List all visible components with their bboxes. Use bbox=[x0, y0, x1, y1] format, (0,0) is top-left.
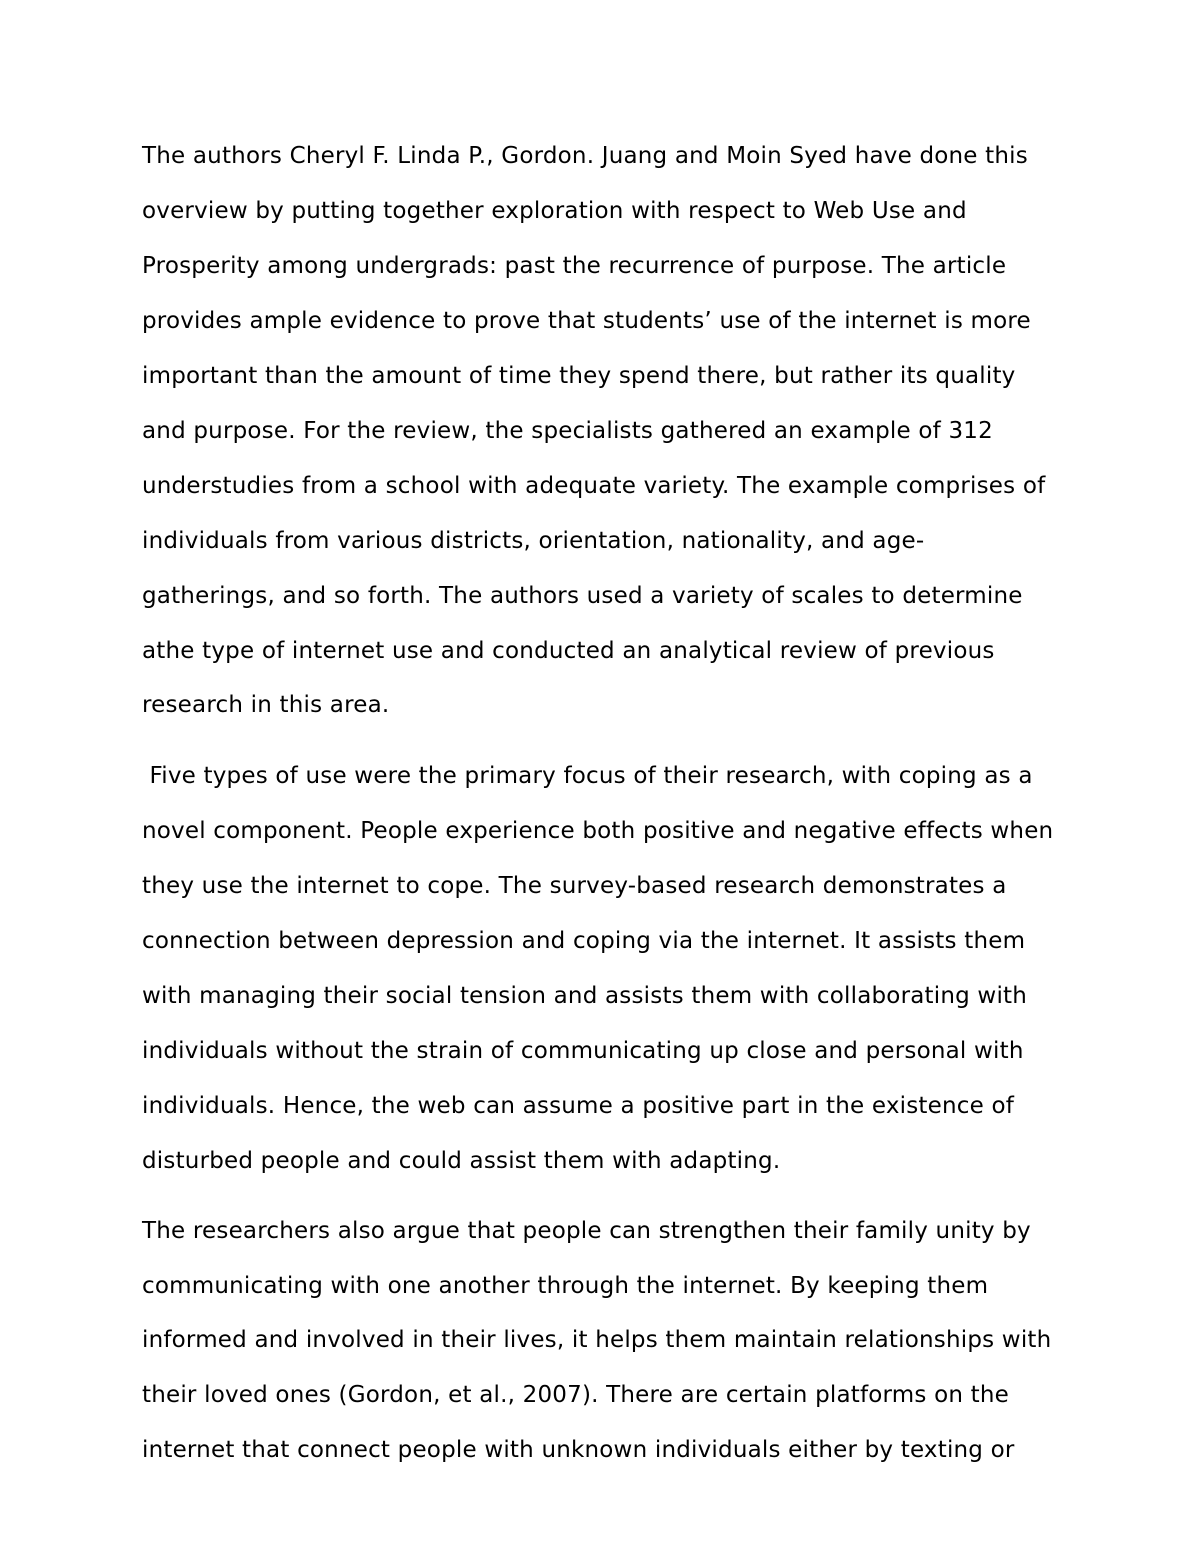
text-line: with managing their social tension and assists them with collaborating with bbox=[142, 983, 1028, 1009]
text-line: novel component. People experience both positive and negative effects when bbox=[142, 818, 1054, 844]
text-line: disturbed people and could assist them with adapting. bbox=[142, 1148, 781, 1174]
text-line: individuals without the strain of communicating up close and personal with bbox=[142, 1038, 1024, 1064]
text-line: The researchers also argue that people can strengthen their family unity by bbox=[142, 1218, 1031, 1244]
text-line: individuals from various districts, orientation, nationality, and age- bbox=[142, 528, 925, 554]
text-line: provides ample evidence to prove that students’ use of the internet is more bbox=[142, 308, 1031, 334]
text-line: understudies from a school with adequate variety. The example comprises of bbox=[142, 473, 1046, 499]
text-line: research in this area. bbox=[142, 692, 390, 718]
text-line: their loved ones (Gordon, et al., 2007). There are certain platforms on the bbox=[142, 1382, 1010, 1408]
text-line: important than the amount of time they spend there, but rather its quality bbox=[142, 363, 1016, 389]
text-line: The authors Cheryl F. Linda P., Gordon. Juang and Moin Syed have done this bbox=[142, 143, 1028, 169]
text-line: connection between depression and coping via the internet. It assists them bbox=[142, 928, 1026, 954]
text-line: informed and involved in their lives, it helps them maintain relationships with bbox=[142, 1327, 1052, 1353]
text-line: internet that connect people with unknown individuals either by texting or bbox=[142, 1437, 1015, 1463]
text-line: communicating with one another through the internet. By keeping them bbox=[142, 1273, 989, 1299]
text-line: athe type of internet use and conducted an analytical review of previous bbox=[142, 638, 995, 664]
text-line: overview by putting together exploration with respect to Web Use and bbox=[142, 198, 967, 224]
text-line: and purpose. For the review, the specialists gathered an example of 312 bbox=[142, 418, 993, 444]
text-line: individuals. Hence, the web can assume a positive part in the existence of bbox=[142, 1093, 1015, 1119]
text-line: they use the internet to cope. The survey-based research demonstrates a bbox=[142, 873, 1007, 899]
text-line: Five types of use were the primary focus of their research, with coping as a bbox=[142, 763, 1033, 789]
text-line: gatherings, and so forth. The authors used a variety of scales to determine bbox=[142, 583, 1023, 609]
text-line: Prosperity among undergrads: past the recurrence of purpose. The article bbox=[142, 253, 1007, 279]
